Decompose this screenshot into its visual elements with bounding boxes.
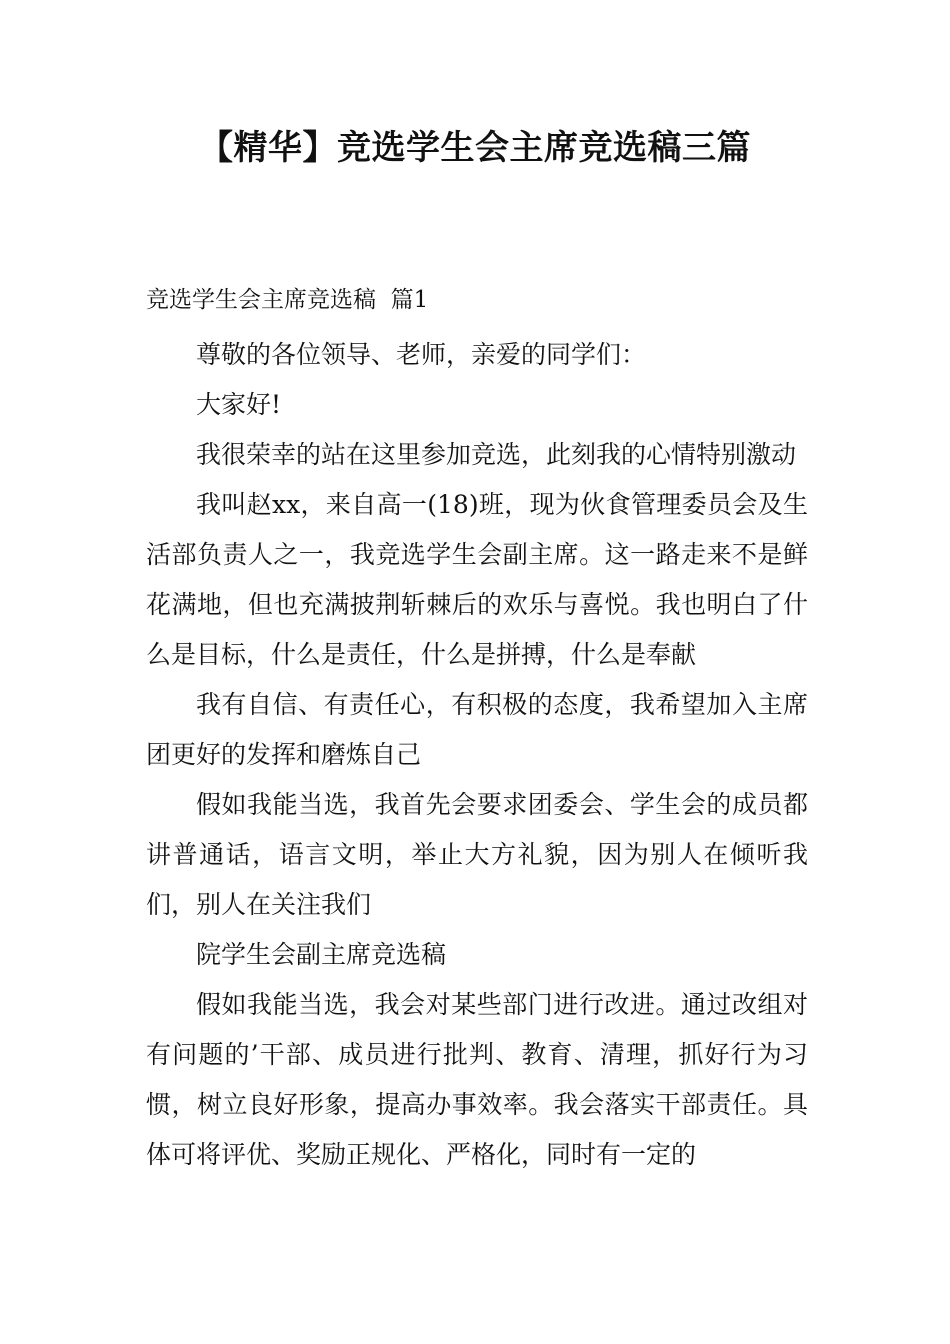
document-title: 【精华】竞选学生会主席竞选稿三篇 xyxy=(199,128,751,168)
paragraph-confidence: 我有自信、有责任心，有积极的态度，我希望加入主席团更好的发挥和磨炼自己 xyxy=(146,690,808,769)
paragraph-introduction: 我叫赵xx，来自高一(18)班，现为伙食管理委员会及生活部负责人之一，我竞选学生会副主席。这一路走来不是鲜花满地，但也充满披荆斩棘后的欢乐与喜悦。我也明白了什么是目标，什么是责任，什么是拼搏，什么是奉献 xyxy=(146,490,808,669)
paragraph-greeting: 尊敬的各位领导、老师，亲爱的同学们： xyxy=(196,340,647,369)
paragraph-honored: 我很荣幸的站在这里参加竞选，此刻我的心情特别激动 xyxy=(196,440,797,469)
paragraph-improvement: 假如我能当选，我会对某些部门进行改进。通过改组对有问题的’干部、成员进行批判、教育、清理，抓好行为习惯，树立良好形象，提高办事效率。我会落实干部责任。具体可将评优、奖励正规化、严格化，同时有一定的 xyxy=(146,990,808,1169)
paragraph-mandarin: 假如我能当选，我首先会要求团委会、学生会的成员都讲普通话，语言文明，举止大方礼貌，因为别人在倾听我们，别人在关注我们 xyxy=(146,790,808,919)
document-body xyxy=(146,330,808,1180)
section-heading: 竞选学生会主席竞选稿 篇1 xyxy=(146,287,429,313)
paragraph-hello: 大家好! xyxy=(196,390,282,419)
paragraph-subheading: 院学生会副主席竞选稿 xyxy=(196,940,447,969)
